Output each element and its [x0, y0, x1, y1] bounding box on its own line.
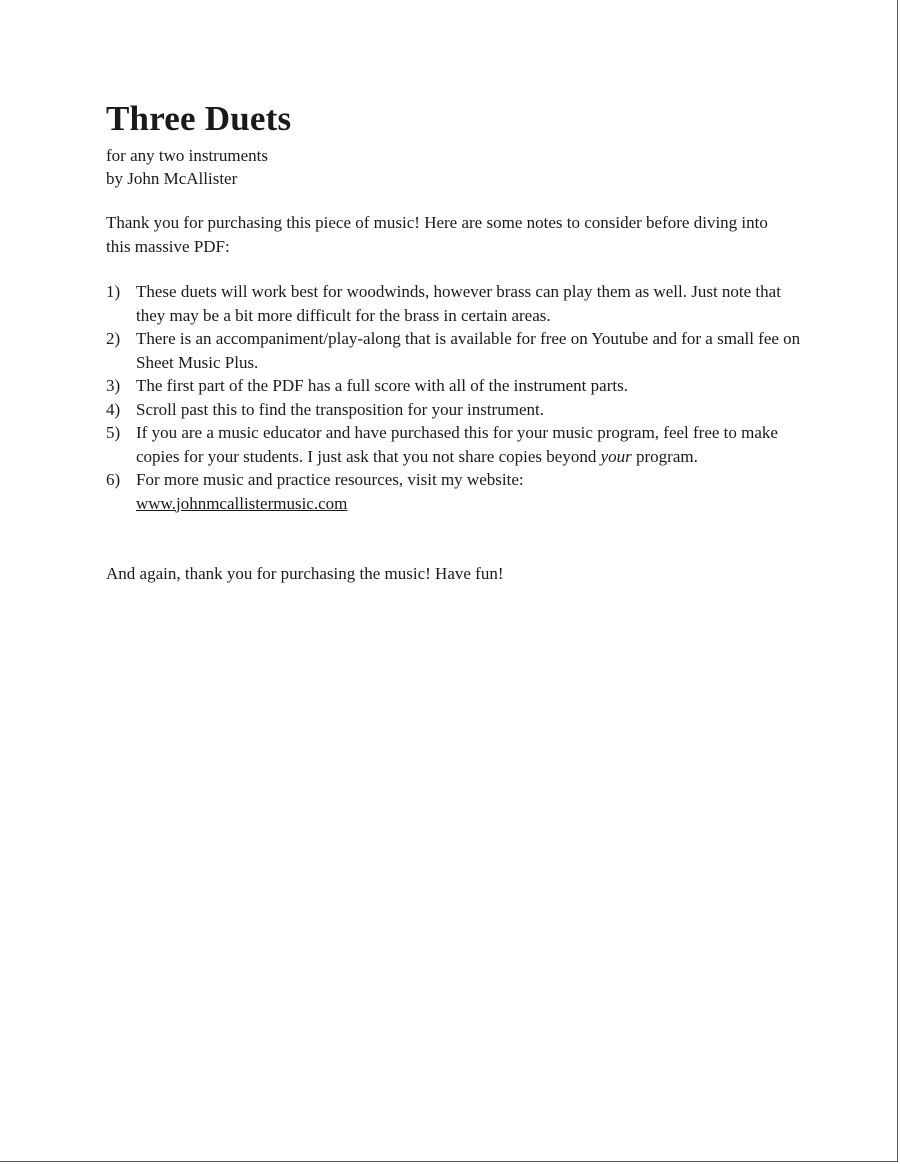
- list-item-text: The first part of the PDF has a full score with all of the instrument parts.: [136, 376, 628, 395]
- list-item-number: 2): [106, 329, 121, 348]
- list-item-text: [136, 421, 806, 468]
- emphasized-word: your: [600, 446, 632, 466]
- page-title: Three Duets: [106, 99, 292, 138]
- list-item-text: There is an accompaniment/play-along that is available for free on Youtube and for a small fee on Sheet Music Plus.: [136, 329, 801, 372]
- list-item: [106, 421, 806, 468]
- list-item: [106, 398, 806, 422]
- list-item: [106, 327, 806, 374]
- closing-paragraph: And again, thank you for purchasing the music! Have fun!: [106, 564, 504, 583]
- notes-list: [106, 280, 806, 515]
- list-item: [106, 468, 806, 515]
- list-item: [106, 374, 806, 398]
- list-item-text: Scroll past this to find the transposition for your instrument.: [136, 399, 544, 419]
- list-item-text-before: If you are a music educator and have purchased this for your music program, feel free to make copies for your students. I just ask that you not share copies beyond: [136, 423, 778, 466]
- intro-paragraph: Thank you for purchasing this piece of music! Here are some notes to consider before diving into this massive PDF:: [106, 213, 768, 256]
- list-item-number: 6): [106, 470, 121, 489]
- page-content: [106, 98, 806, 586]
- list-item-text-container: [136, 468, 806, 515]
- list-item-number: 4): [106, 399, 121, 419]
- list-item-text: These duets will work best for woodwinds, however brass can play them as well. Just note that they may be a bit more difficult for the brass in certain areas.: [136, 282, 781, 325]
- list-item: [106, 280, 806, 327]
- list-item-text-after: program.: [631, 446, 698, 466]
- byline: by John McAllister: [106, 169, 238, 188]
- list-item-number: 3): [106, 376, 121, 395]
- list-item-number: 5): [106, 423, 121, 442]
- subtitle: for any two instruments: [106, 146, 268, 165]
- list-item-number: 1): [106, 282, 121, 301]
- website-link[interactable]: www.johnmcallistermusic.com: [136, 493, 348, 513]
- list-item-text: For more music and practice resources, visit my website:: [136, 470, 524, 489]
